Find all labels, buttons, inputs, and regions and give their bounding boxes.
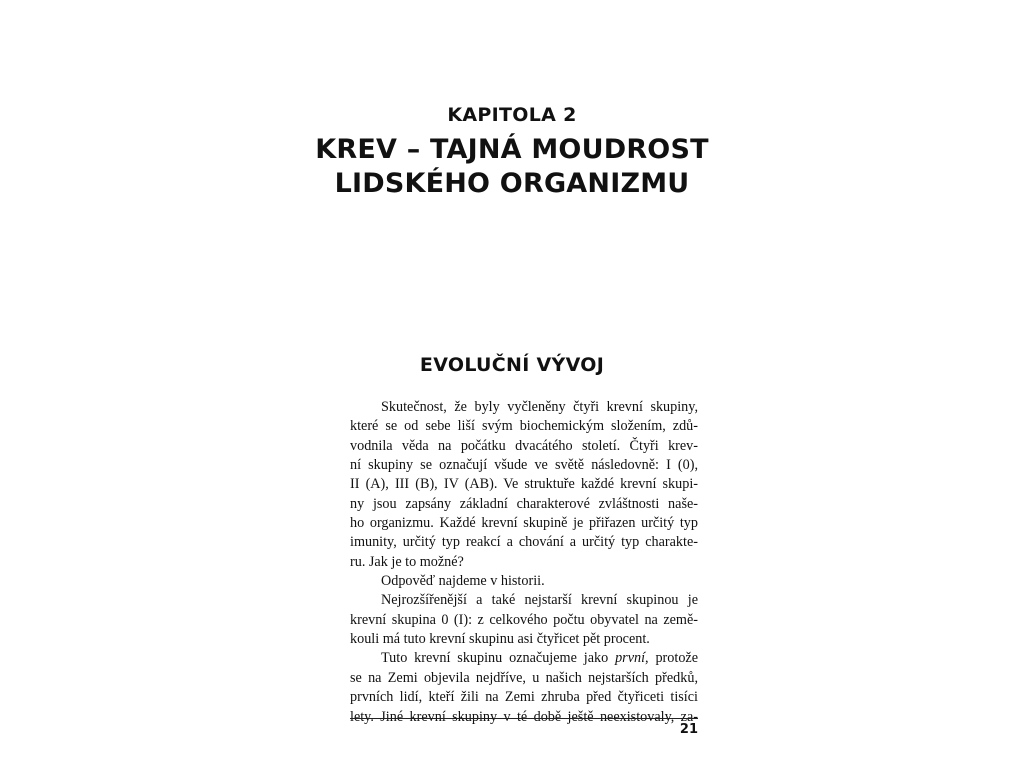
text-line: vodnila věda na počátku dvacátého století. Čtyři krev-	[350, 437, 698, 454]
text-segment: , protože	[645, 650, 699, 667]
text-segment: Tuto krevní skupinu označujeme jako	[381, 650, 609, 667]
text-line: prvních lidí, kteří žili na Zemi zhruba před čtyřiceti tisíci	[350, 689, 698, 706]
text-line: ní skupiny se označují všude ve světě následovně: I (0),	[350, 457, 698, 474]
text-line-mixed	[350, 649, 698, 668]
text-line: lety. Jiné krevní skupiny v té době ještě neexistovaly, za-	[350, 708, 698, 725]
chapter-label: KAPITOLA 2	[447, 104, 577, 126]
chapter-title	[0, 133, 1024, 201]
text-line: se na Zemi objevila nejdříve, u našich nejstarších předků,	[350, 669, 698, 686]
section-title: EVOLUČNÍ VÝVOJ	[419, 354, 605, 376]
body-text	[350, 398, 698, 727]
page-number: 21	[679, 722, 698, 737]
text-line: Nejrozšířenější a také nejstarší krevní skupinou je	[381, 592, 698, 609]
text-line: které se od sebe liší svým biochemickým složením, zdů-	[350, 418, 698, 435]
chapter-title-line: KREV – TAJNÁ MOUDROST	[315, 134, 709, 165]
text-line: imunity, určitý typ reakcí a chování a určitý typ charakte-	[350, 534, 698, 551]
text-line: krevní skupina 0 (I): z celkového počtu obyvatel na země-	[350, 611, 698, 628]
text-line: Skutečnost, že byly vyčleněny čtyři krevní skupiny,	[381, 399, 698, 415]
chapter-title-line: LIDSKÉHO ORGANIZMU	[334, 168, 690, 199]
text-line: ho organizmu. Každé krevní skupině je přiřazen určitý typ	[350, 515, 698, 532]
text-line: kouli má tuto krevní skupinu asi čtyřicet pět procent.	[350, 631, 650, 648]
text-line: Odpověď najdeme v historii.	[381, 573, 545, 590]
text-line: ru. Jak je to možné?	[350, 553, 464, 570]
text-line: ny jsou zapsány základní charakterové zvláštnosti naše-	[350, 495, 698, 512]
text-line: II (A), III (B), IV (AB). Ve struktuře každé krevní skupi-	[350, 476, 698, 493]
emphasis-text: první	[615, 650, 646, 667]
footer-rule	[350, 718, 698, 719]
